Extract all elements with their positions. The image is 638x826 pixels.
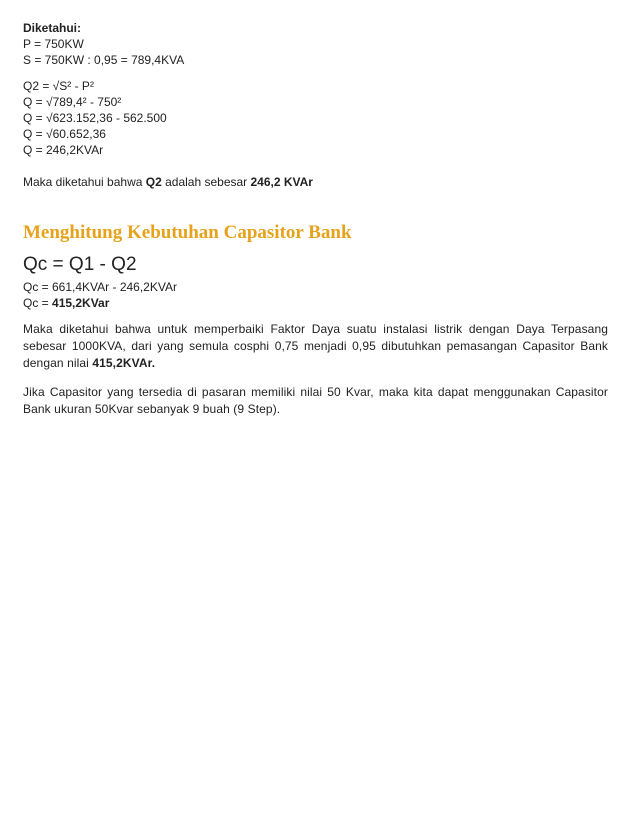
section-heading: Menghitung Kebutuhan Capasitor Bank <box>23 222 352 243</box>
q2-calc-line: Q = √60.652,36 <box>23 127 106 141</box>
given-line-s: S = 750KW : 0,95 = 789,4KVA <box>23 53 185 67</box>
q2-conclusion-symbol: Q2 <box>145 175 162 189</box>
given-line-p: P = 750KW <box>23 37 84 51</box>
diketahui-label: Diketahui: <box>23 21 82 35</box>
document-page <box>23 20 608 418</box>
summary-value: 415,2KVAr. <box>92 356 156 370</box>
qc-formula-heading: Qc = Q1 - Q2 <box>23 254 137 275</box>
summary-text: Maka diketahui bahwa untuk memperbaiki Faktor Daya suatu instalasi listrik dengan Daya Terpasang sebesar 1000KVA, dari yang semula cosphi 0,75 menjadi 0,95 dibutuhkan pemasangan Capasitor Bank dengan nilai <box>23 322 608 370</box>
qc-calc-line: Qc = 661,4KVAr - 246,2KVAr <box>23 280 177 294</box>
q2-conclusion-prefix: Maka diketahui bahwa <box>23 175 146 189</box>
q2-conclusion-middle: adalah sebesar <box>161 175 251 189</box>
qc-result-value: 415,2KVar <box>52 296 110 310</box>
summary-paragraph <box>23 321 608 372</box>
q2-calc-line: Q = √623.152,36 - 562.500 <box>23 111 167 125</box>
qc-result-line <box>23 295 608 311</box>
qc-result-prefix: Qc = <box>23 296 53 310</box>
q2-conclusion <box>23 174 608 190</box>
q2-result-line: Q = 246,2KVAr <box>23 143 104 157</box>
q2-conclusion-value: 246,2 KVAr <box>250 175 313 189</box>
q2-formula-line: Q2 = √S² - P² <box>23 79 94 93</box>
q2-calc-line: Q = √789,4² - 750² <box>23 95 122 109</box>
capacitor-paragraph: Jika Capasitor yang tersedia di pasaran memiliki nilai 50 Kvar, maka kita dapat menggunakan Capasitor Bank ukuran 50Kvar sebanyak 9 buah (9 Step). <box>23 385 608 416</box>
